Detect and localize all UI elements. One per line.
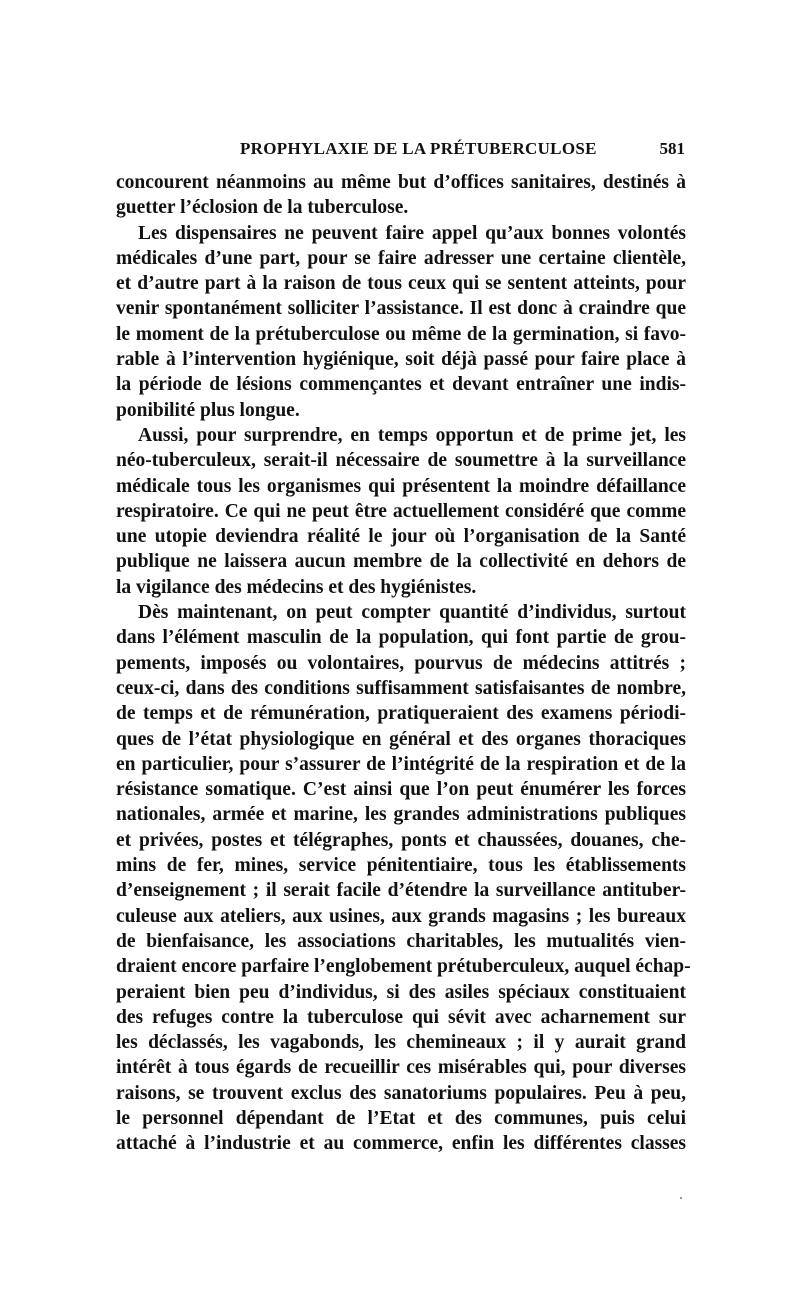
text-line: draient encore parfaire l’englobement prétuberculeux, auquel échap-: [116, 956, 691, 978]
text-line: la vigilance des médecins et des hygiénistes.: [116, 576, 477, 598]
text-line: raisons, se trouvent exclus des sanatoriums populaires. Peu à peu,: [116, 1082, 686, 1104]
text-line: publique ne laissera aucun membre de la collectivité en dehors de: [116, 551, 686, 573]
text-line: en particulier, pour s’assurer de l’intégrité de la respiration et de la: [116, 753, 686, 775]
text-line: et privées, postes et télégraphes, ponts et chaussées, douanes, che-: [116, 829, 686, 851]
text-line: Dès maintenant, on peut compter quantité d’individus, surtout: [138, 602, 686, 624]
page-header: [115, 139, 685, 165]
text-line: ponibilité plus longue.: [116, 399, 300, 421]
text-line: pements, imposés ou volontaires, pourvus de médecins attitrés ;: [116, 652, 686, 674]
body-text: [116, 170, 691, 1157]
text-line: une utopie deviendra réalité le jour où l’organisation de la Santé: [116, 526, 686, 548]
text-line: de temps et de rémunération, pratiqueraient des examens périodi-: [116, 703, 686, 725]
running-title: PROPHYLAXIE DE LA PRÉTUBERCULOSE: [240, 139, 597, 158]
text-line: concourent néanmoins au même but d’offices sanitaires, destinés à: [116, 172, 686, 193]
text-line: le personnel dépendant de l’Etat et des communes, puis celui: [116, 1107, 686, 1129]
text-line: intérêt à tous égards de recueillir ces misérables qui, pour diverses: [116, 1057, 686, 1079]
print-speck: [680, 1197, 682, 1199]
text-line: guetter l’éclosion de la tuberculose.: [116, 197, 409, 219]
text-line: des refuges contre la tuberculose qui sévit avec acharnement sur: [116, 1006, 686, 1028]
text-line: le moment de la prétuberculose ou même de la germination, si favo-: [116, 323, 686, 345]
text-line: Les dispensaires ne peuvent faire appel qu’aux bonnes volontés: [138, 222, 686, 244]
text-line: de bienfaisance, les associations charitables, les mutualités vien-: [116, 930, 686, 952]
text-line: peraient bien peu d’individus, si des asiles spéciaux constituaient: [116, 981, 686, 1003]
text-line: nationales, armée et marine, les grandes administrations publiques: [116, 804, 686, 826]
text-line: Aussi, pour surprendre, en temps opportun et de prime jet, les: [138, 424, 686, 446]
page-number: 581: [659, 139, 685, 158]
text-line: résistance somatique. C’est ainsi que l’on peut énumérer les forces: [116, 779, 686, 801]
text-line: la période de lésions commençantes et devant entraîner une indis-: [116, 374, 686, 396]
text-line: néo-tuberculeux, serait-il nécessaire de soumettre à la surveillance: [116, 450, 686, 472]
text-line: mins de fer, mines, service pénitentiaire, tous les établissements: [116, 855, 686, 877]
text-line: rable à l’intervention hygiénique, soit déjà passé pour faire place à: [116, 349, 686, 371]
text-line: médicales d’une part, pour se faire adresser une certaine clientèle,: [116, 247, 686, 269]
text-line: et d’autre part à la raison de tous ceux qui se sentent atteints, pour: [116, 273, 686, 295]
text-line: ques de l’état physiologique en général et des organes thoraciques: [116, 728, 686, 750]
text-line: d’enseignement ; il serait facile d’étendre la surveillance antituber-: [116, 880, 686, 902]
text-line: attaché à l’industrie et au commerce, enfin les différentes classes: [116, 1133, 686, 1155]
text-line: ceux-ci, dans des conditions suffisamment satisfaisantes de nombre,: [116, 677, 686, 699]
text-line: médicale tous les organismes qui présentent la moindre défaillance: [116, 475, 686, 497]
text-line: culeuse aux ateliers, aux usines, aux grands magasins ; les bureaux: [116, 905, 686, 927]
text-line: les déclassés, les vagabonds, les chemineaux ; il y aurait grand: [116, 1032, 686, 1054]
text-line: dans l’élément masculin de la population, qui font partie de grou-: [116, 627, 686, 649]
text-line: respiratoire. Ce qui ne peut être actuellement considéré que comme: [116, 500, 686, 522]
text-line: venir spontanément solliciter l’assistance. Il est donc à craindre que: [116, 298, 686, 320]
